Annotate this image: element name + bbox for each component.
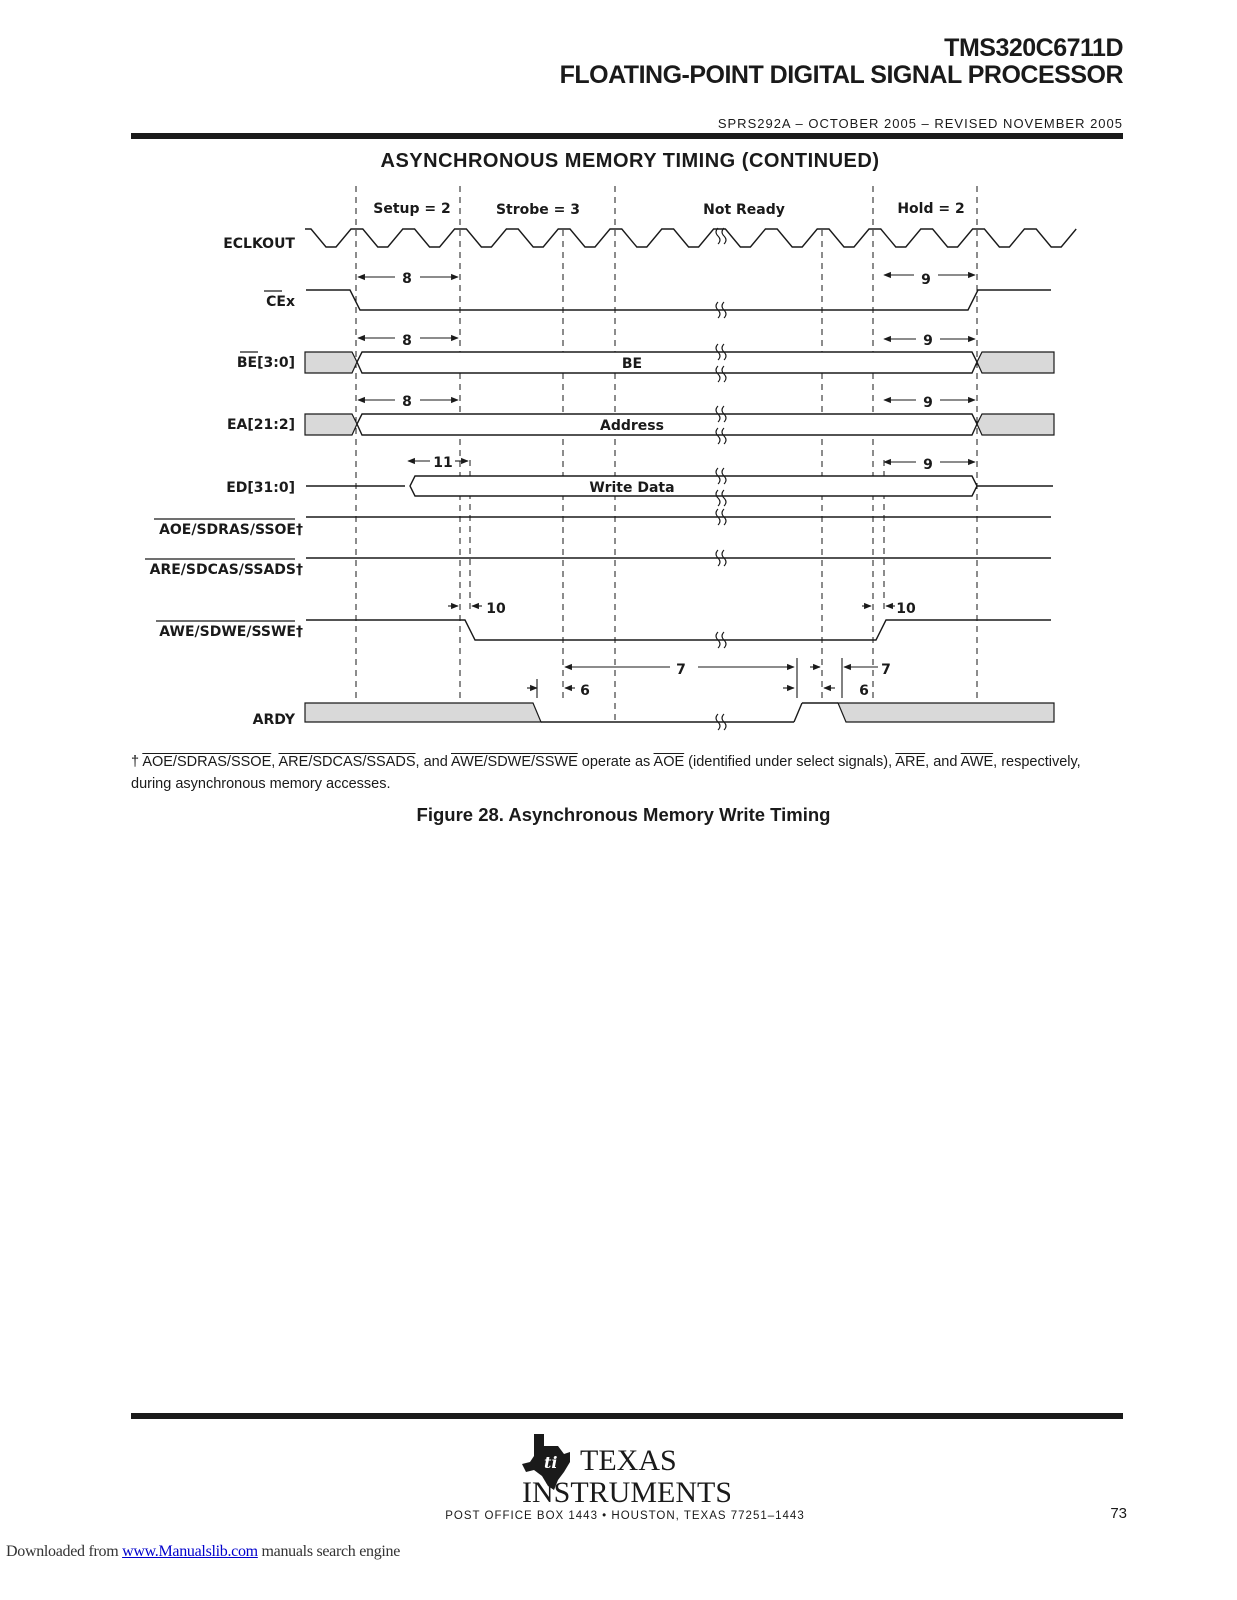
phase-strobe-label: Strobe = 3 bbox=[495, 202, 581, 218]
ea-bus bbox=[305, 414, 1054, 435]
param-ce-hold: 9 bbox=[921, 272, 931, 288]
param-be-hold: 9 bbox=[923, 333, 933, 349]
be-bus-value: BE bbox=[621, 356, 643, 372]
part-number: TMS320C6711D bbox=[944, 34, 1123, 62]
phase-notready-label: Not Ready bbox=[703, 202, 785, 218]
phase-setup-label: Setup = 2 bbox=[373, 201, 451, 217]
ed-bus bbox=[306, 476, 1053, 496]
param-ea-setup: 8 bbox=[402, 394, 412, 410]
download-banner: Downloaded from www.Manualslib.com manuals search engine bbox=[6, 1543, 401, 1560]
param-ea-hold: 9 bbox=[923, 395, 933, 411]
logo-instruments: INSTRUMENTS bbox=[522, 1476, 730, 1504]
signal-label-eclkout: ECLKOUT bbox=[223, 236, 295, 252]
param-ardy-hold-b: 7 bbox=[881, 662, 891, 678]
param-ed-hold: 9 bbox=[923, 457, 933, 473]
phase-hold-label: Hold = 2 bbox=[897, 201, 965, 217]
figure-footnote: † AOE/SDRAS/SSOE, ARE/SDCAS/SSADS, and AWE/SDWE/SSWE operate as $\overline{AOE}$ (identified under select signals), $\overline{ARE}$, and $\overline{AWE}$, respectively, during asynchronous memory accesses. bbox=[131, 754, 1081, 792]
signal-label-ardy: ARDY bbox=[252, 712, 295, 728]
figure-caption: Figure 28. Asynchronous Memory Write Timing bbox=[416, 804, 831, 825]
signal-label-ed: ED[31:0] bbox=[226, 480, 295, 496]
param-be-setup: 8 bbox=[402, 333, 412, 349]
signal-label-aoe: AOE/SDRAS/SSOE† bbox=[159, 522, 303, 538]
timing-diagram bbox=[0, 0, 1237, 745]
param-ce-setup: 8 bbox=[402, 271, 412, 287]
ea-bus-value: Address bbox=[600, 418, 664, 434]
signal-label-awe: AWE/SDWE/SSWE† bbox=[159, 624, 303, 640]
product-title: FLOATING-POINT DIGITAL SIGNAL PROCESSOR bbox=[559, 61, 1123, 89]
eclkout-waveform bbox=[305, 229, 1076, 247]
signal-label-are: ARE/SDCAS/SSADS† bbox=[149, 562, 303, 578]
ardy-waveform bbox=[305, 703, 1054, 722]
param-ardy-hold-a: 7 bbox=[676, 662, 686, 678]
signal-label-be: BE[3:0] bbox=[236, 355, 295, 371]
logo-texas: TEXAS bbox=[580, 1444, 677, 1477]
param-ardy-setup-b: 6 bbox=[859, 683, 869, 699]
svg-text:ti: ti bbox=[544, 1453, 558, 1472]
section-title: ASYNCHRONOUS MEMORY TIMING (CONTINUED) bbox=[380, 150, 880, 172]
doc-id: SPRS292A – OCTOBER 2005 – REVISED NOVEMBER 2005 bbox=[717, 116, 1123, 131]
param-awe-rise: 10 bbox=[896, 601, 916, 617]
manualslib-link[interactable]: www.Manualslib.com bbox=[122, 1543, 258, 1560]
texas-instruments-logo bbox=[520, 1432, 730, 1509]
ed-bus-value: Write Data bbox=[589, 480, 675, 496]
signal-label-ea: EA[21:2] bbox=[226, 417, 295, 433]
param-ardy-setup-a: 6 bbox=[580, 683, 590, 699]
ti-address: POST OFFICE BOX 1443 • HOUSTON, TEXAS 77251–1443 bbox=[445, 1510, 805, 1522]
be-bus bbox=[305, 352, 1054, 373]
signal-label-cex: CEx bbox=[266, 294, 295, 310]
cex-waveform bbox=[306, 290, 1051, 310]
awe-waveform bbox=[306, 620, 1051, 640]
page-number: 73 bbox=[1110, 1505, 1127, 1522]
param-awe-fall: 10 bbox=[486, 601, 506, 617]
param-ed-setup: 11 bbox=[433, 455, 453, 471]
footer-rule bbox=[131, 1413, 1123, 1419]
